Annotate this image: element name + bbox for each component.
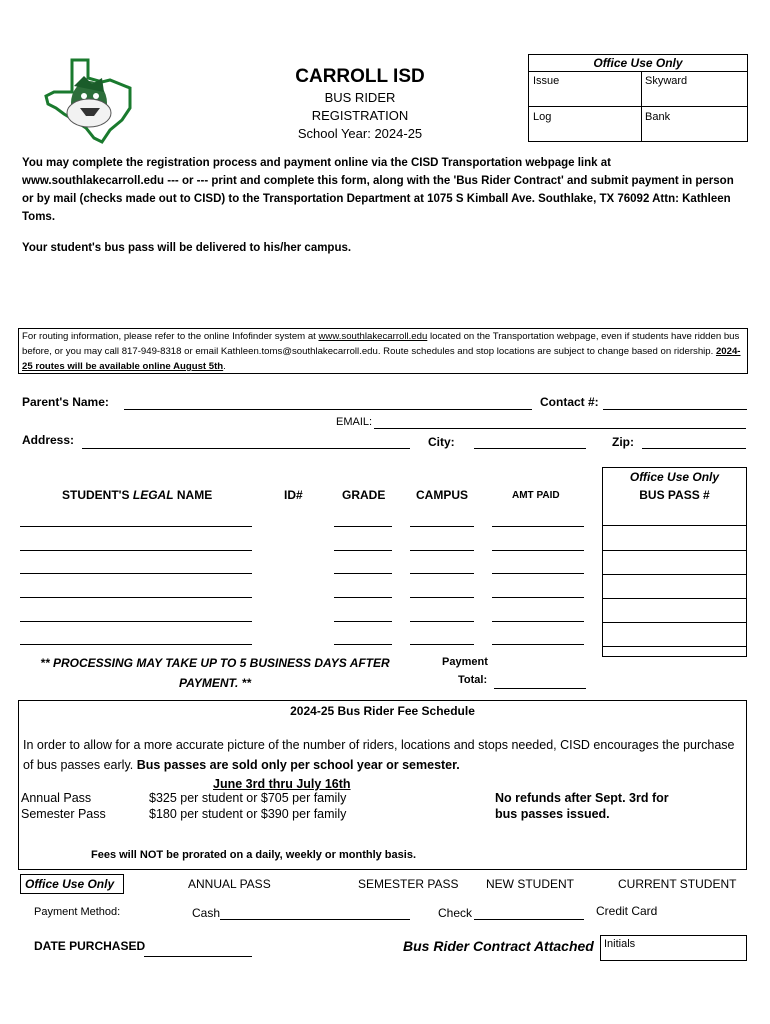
refund-note: No refunds after Sept. 3rd for — [495, 791, 669, 805]
bus-pass-office-title: Office Use Only — [629, 470, 720, 484]
col-grade: GRADE — [342, 488, 386, 502]
amt-field-6[interactable] — [492, 644, 584, 645]
annual-pass-option: ANNUAL PASS — [188, 877, 271, 891]
fee-schedule-box — [18, 700, 747, 870]
page-title: CARROLL ISD — [295, 66, 425, 87]
student-name-field-6[interactable] — [20, 644, 252, 645]
campus-field-1[interactable] — [410, 526, 474, 527]
campus-field-6[interactable] — [410, 644, 474, 645]
form-subtitle: BUS RIDER — [324, 90, 396, 105]
parent-name-label: Parent's Name: — [22, 395, 109, 409]
office-use-title: Office Use Only — [593, 56, 683, 70]
amt-field-4[interactable] — [492, 597, 584, 598]
payment-method-label: Payment Method: — [34, 906, 121, 918]
initials-label: Initials — [604, 938, 636, 950]
delivery-note: Your student's bus pass will be delivered to his/her campus. — [22, 242, 352, 254]
col-campus: CAMPUS — [416, 488, 469, 502]
issue-label: Issue — [533, 75, 560, 87]
student-name-field-3[interactable] — [20, 573, 252, 574]
intro-paragraph: You may complete the registration process and payment online via the CISD Transportation webpage link at www.southlakecarroll.edu --- or --- print and complete this form, along with the 'Bus Rider Contract' and submit payment in person or by mail (checks made out to CISD) to the Transportation Department at 1075 S Kimball Ave. Southlake, TX 76092 Attn: Kathleen Toms. — [22, 157, 734, 223]
fee-intro: In order to allow for a more accurate picture of the number of riders, locations and stops needed, CISD encourages the purchase of bus passes early. Bus passes are sold only per school year or semester. — [23, 738, 735, 772]
processing-note: ** PROCESSING MAY TAKE UP TO 5 BUSINESS DAYS AFTER — [40, 656, 390, 670]
routing-bold: 2024-25 routes will be available online August 5th — [22, 346, 741, 372]
email-label: EMAIL: — [336, 416, 373, 428]
log-label: Log — [533, 111, 552, 123]
contact-field[interactable] — [603, 409, 747, 410]
new-student-option: NEW STUDENT — [486, 877, 574, 891]
routing-info-box — [18, 328, 748, 374]
prorate-note: Fees will NOT be prorated on a daily, weekly or monthly basis. — [91, 849, 416, 861]
office-use-bottom-title: Office Use Only — [25, 877, 115, 891]
amt-field-1[interactable] — [492, 526, 584, 527]
skyward-label: Skyward — [645, 75, 688, 87]
district-logo — [44, 58, 134, 144]
campus-field-5[interactable] — [410, 621, 474, 622]
routing-end: . — [223, 361, 226, 372]
routing-link[interactable]: www.southlakecarroll.edu — [318, 331, 428, 342]
campus-field-2[interactable] — [410, 550, 474, 551]
school-year: School Year: 2024-25 — [297, 126, 423, 141]
amt-field-5[interactable] — [492, 621, 584, 622]
total-label: Total: — [458, 674, 488, 686]
grade-field-2[interactable] — [334, 550, 392, 551]
payment-label: Payment — [442, 656, 488, 668]
student-name-field-5[interactable] — [20, 621, 252, 622]
date-purchased-label: DATE PURCHASED — [34, 939, 146, 953]
student-name-field-2[interactable] — [20, 550, 252, 551]
campus-field-4[interactable] — [410, 597, 474, 598]
processing-note-2: PAYMENT. ** — [178, 676, 251, 690]
annual-pass-label: Annual Pass — [21, 791, 92, 805]
address-label: Address: — [22, 433, 75, 447]
cash-label: Cash — [192, 906, 221, 920]
routing-text: For routing information, please refer to the online Infofinder system at — [22, 331, 319, 342]
col-amt-paid: AMT PAID — [512, 490, 560, 501]
parent-name-field[interactable] — [124, 409, 532, 410]
initials-box[interactable] — [600, 935, 747, 961]
cash-field[interactable] — [220, 919, 410, 920]
amt-field-2[interactable] — [492, 550, 584, 551]
credit-card-label: Credit Card — [596, 904, 658, 918]
zip-label: Zip: — [612, 435, 634, 449]
col-id: ID# — [284, 488, 303, 502]
contact-label: Contact #: — [540, 395, 599, 409]
grade-field-6[interactable] — [334, 644, 392, 645]
semester-pass-label: Semester Pass — [21, 807, 106, 821]
form-subtitle-2: REGISTRATION — [311, 108, 409, 123]
current-student-option: CURRENT STUDENT — [618, 877, 737, 891]
email-field[interactable] — [374, 428, 746, 429]
address-field[interactable] — [82, 448, 410, 449]
bank-label: Bank — [645, 111, 671, 123]
date-purchased-field[interactable] — [144, 956, 252, 957]
city-label: City: — [428, 435, 455, 449]
student-name-field-1[interactable] — [20, 526, 252, 527]
bus-pass-col: BUS PASS # — [639, 488, 710, 502]
semester-pass-option: SEMESTER PASS — [358, 877, 459, 891]
office-use-bottom-label-box — [20, 874, 124, 894]
office-use-box — [528, 54, 748, 142]
grade-field-4[interactable] — [334, 597, 392, 598]
zip-field[interactable] — [642, 448, 746, 449]
grade-field-3[interactable] — [334, 573, 392, 574]
contract-attached-label: Bus Rider Contract Attached — [403, 938, 594, 954]
routing-text-2: located on the Transportation webpage, even if students have ridden bus before, or you may call 817-949-8318 or email Kathleen.toms@southlakecarroll.edu. Route schedules and stop locations are subject to change based on ridership. — [22, 331, 740, 357]
payment-total-field[interactable] — [494, 688, 586, 689]
annual-pass-price: $325 per student or $705 per family — [149, 791, 347, 805]
fee-dates: June 3rd thru July 16th — [213, 777, 351, 791]
grade-field-5[interactable] — [334, 621, 392, 622]
fee-schedule-title: 2024-25 Bus Rider Fee Schedule — [290, 704, 475, 718]
city-field[interactable] — [474, 448, 586, 449]
semester-pass-price: $180 per student or $390 per family — [149, 807, 347, 821]
check-field[interactable] — [474, 919, 584, 920]
amt-field-3[interactable] — [492, 573, 584, 574]
grade-field-1[interactable] — [334, 526, 392, 527]
student-name-field-4[interactable] — [20, 597, 252, 598]
campus-field-3[interactable] — [410, 573, 474, 574]
check-label: Check — [438, 906, 473, 920]
refund-note-2: bus passes issued. — [495, 807, 610, 821]
col-student-name: STUDENT'S LEGAL NAME — [62, 488, 213, 502]
bus-pass-office-box — [602, 467, 747, 657]
